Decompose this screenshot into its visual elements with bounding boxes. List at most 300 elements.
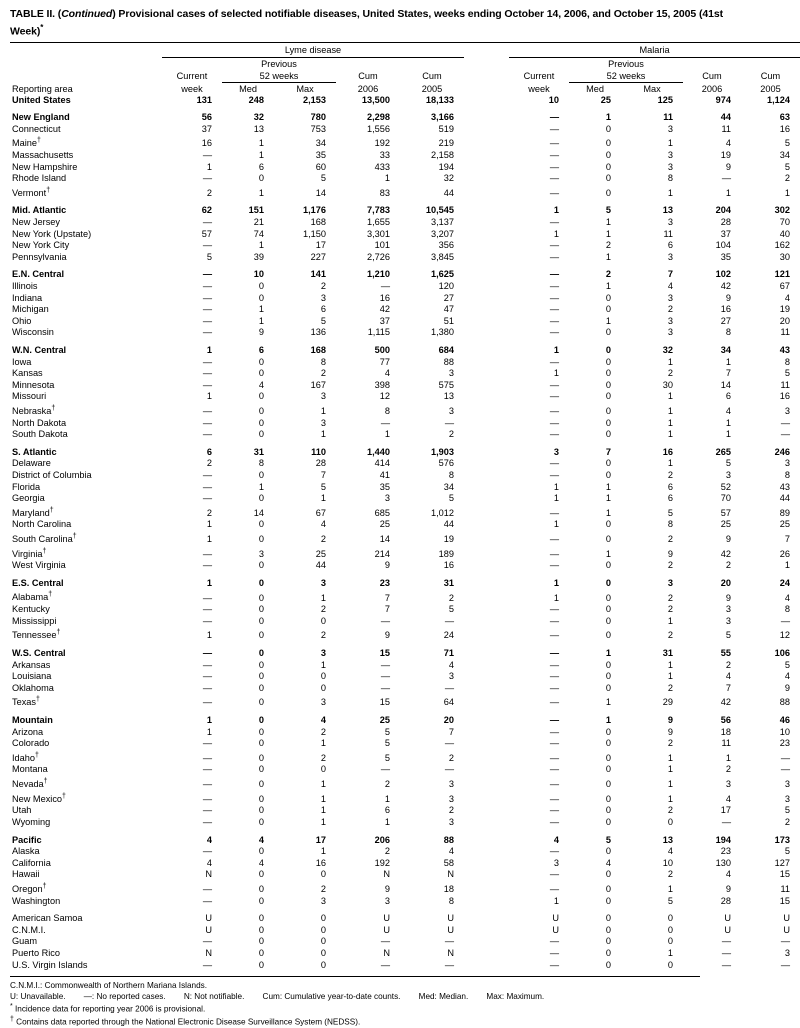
cell-lyme-med: 0	[258, 924, 264, 935]
cell-lyme-cum2005: 194	[438, 161, 454, 172]
cell-malaria-med: 0	[605, 577, 611, 588]
cell-gap	[464, 948, 509, 960]
cell-malaria-week: —	[549, 697, 559, 708]
cell-malaria-max: 6	[667, 240, 673, 251]
cell-lyme-med: 0	[258, 560, 264, 571]
cell-lyme-cum2005: 88	[443, 356, 454, 367]
cell-lyme-cum2005: 575	[438, 379, 454, 390]
cell-lyme-week: —	[202, 846, 212, 857]
row-area-label: Michigan	[12, 304, 49, 315]
cell-lyme-cum2005: 1,380	[431, 327, 454, 338]
cell-malaria-cum2006: 1	[725, 417, 731, 428]
cell-malaria-week: 4	[553, 834, 559, 845]
cell-lyme-med: 0	[258, 592, 264, 603]
cell-lyme-cum2005: —	[444, 417, 454, 428]
cell-lyme-max: 0	[320, 924, 326, 935]
cell-malaria-med: 0	[605, 895, 611, 906]
table-row	[10, 531, 800, 546]
cell-lyme-week: —	[202, 368, 212, 379]
cell-lyme-week: —	[202, 493, 212, 504]
cell-malaria-med: 0	[605, 458, 611, 469]
cell-gap	[464, 776, 509, 791]
row-area-label: C.N.M.I.	[12, 924, 46, 935]
cell-lyme-cum2006: 2	[384, 779, 390, 790]
row-area-label: California	[12, 857, 51, 868]
cell-gap	[464, 391, 509, 403]
cell-malaria-cum2006: 9	[725, 534, 731, 544]
cell-malaria-cum2006: 17	[720, 805, 731, 816]
column-subheader-row	[10, 82, 800, 95]
row-area-label: South Carolina†	[12, 532, 77, 544]
cell-lyme-cum2005: 356	[438, 240, 454, 251]
cell-malaria-max: 8	[667, 519, 673, 530]
cell-malaria-max: 6	[667, 493, 673, 504]
cell-lyme-cum2006: 1,556	[367, 123, 390, 134]
cell-lyme-cum2005: 684	[438, 344, 454, 355]
table-row	[10, 936, 800, 948]
cell-malaria-cum2005: 173	[774, 834, 790, 845]
cell-lyme-med: 0	[258, 883, 264, 894]
cell-lyme-week: 1	[206, 391, 212, 402]
cell-malaria-cum2005: —	[780, 764, 790, 775]
cell-malaria-week: 3	[553, 446, 559, 457]
disease-header-malaria: Malaria	[509, 44, 800, 58]
cell-lyme-max: 1,150	[303, 228, 326, 239]
row-area-label: Iowa	[12, 356, 32, 367]
cell-malaria-med: 0	[605, 534, 611, 544]
cell-malaria-med: 0	[605, 604, 611, 615]
table-row	[10, 150, 800, 162]
cell-lyme-cum2005: 3,166	[431, 112, 454, 123]
cell-malaria-max: 0	[667, 924, 673, 935]
cell-gap	[464, 447, 509, 459]
cell-lyme-cum2006: 3	[384, 895, 390, 906]
cell-lyme-cum2005: 58	[443, 857, 454, 868]
row-area-label: Florida	[12, 481, 41, 492]
cell-gap	[464, 881, 509, 896]
cell-lyme-med: 0	[258, 936, 264, 947]
cell-malaria-max: 31	[662, 647, 673, 658]
table-row	[10, 135, 800, 150]
cell-malaria-max: 1	[667, 138, 673, 149]
row-area-label: Arizona	[12, 726, 44, 737]
cell-lyme-med: 0	[258, 816, 264, 827]
cell-lyme-max: 25	[315, 548, 326, 559]
cell-lyme-week: —	[202, 883, 212, 894]
cell-lyme-cum2005: 120	[438, 280, 454, 291]
cell-malaria-med: 0	[605, 592, 611, 603]
cell-malaria-cum2006: 1	[725, 356, 731, 367]
cell-malaria-week: 1	[553, 577, 559, 588]
cell-malaria-max: 3	[667, 315, 673, 326]
table-row	[10, 881, 800, 896]
cell-lyme-cum2005: 13	[443, 391, 454, 402]
table-row	[10, 913, 800, 925]
cell-gap	[464, 913, 509, 925]
cell-lyme-max: 7	[320, 469, 326, 480]
cell-malaria-med: 0	[605, 187, 611, 198]
cell-malaria-cum2005: 10	[779, 726, 790, 737]
cell-lyme-cum2006: 33	[379, 149, 390, 160]
cell-lyme-max: 227	[310, 251, 326, 262]
header-malaria-current-blank	[509, 57, 569, 70]
cell-malaria-cum2005: 9	[784, 682, 790, 693]
row-footnote-marker: †	[48, 591, 53, 599]
cell-malaria-med: 1	[605, 697, 611, 708]
cell-lyme-cum2006: —	[380, 936, 390, 947]
cell-gap	[464, 936, 509, 948]
table-row	[10, 546, 800, 561]
cell-malaria-med: 1	[605, 112, 611, 123]
cell-malaria-med: 0	[605, 947, 611, 958]
cell-malaria-max: 1	[667, 947, 673, 958]
cell-lyme-med: 1	[258, 481, 264, 492]
row-area-label: New Mexico†	[12, 792, 66, 804]
cell-lyme-cum2005: 19	[443, 534, 454, 544]
cell-malaria-med: 0	[605, 936, 611, 947]
cell-malaria-med: 4	[605, 857, 611, 868]
cell-lyme-week: —	[202, 560, 212, 571]
cell-malaria-max: 1	[667, 356, 673, 367]
cell-malaria-cum2005: 16	[779, 123, 790, 134]
cell-lyme-max: 2	[320, 368, 326, 379]
cell-malaria-cum2006: —	[721, 959, 731, 970]
cell-malaria-max: 0	[667, 913, 673, 924]
cell-malaria-cum2006: 70	[720, 493, 731, 504]
cell-malaria-med: 2	[605, 240, 611, 251]
cell-lyme-med: 151	[248, 205, 264, 216]
cell-lyme-cum2006: 83	[379, 187, 390, 198]
cell-lyme-cum2005: 3	[448, 793, 454, 804]
cell-lyme-med: 0	[258, 671, 264, 682]
cell-lyme-week: —	[202, 793, 212, 804]
cell-malaria-max: 7	[667, 269, 673, 280]
cell-malaria-week: —	[549, 726, 559, 737]
table-row	[10, 694, 800, 709]
cell-lyme-cum2006: 192	[374, 138, 390, 149]
header-lyme-52weeks: 52 weeks	[222, 70, 336, 83]
cell-malaria-max: 1	[667, 405, 673, 416]
row-area-label: United States	[12, 94, 71, 105]
cell-lyme-max: 1	[320, 659, 326, 670]
cell-lyme-cum2006: 77	[379, 356, 390, 367]
cell-lyme-cum2006: U	[383, 913, 390, 924]
cell-lyme-cum2005: U	[447, 924, 454, 935]
row-area-label: Pacific	[12, 834, 42, 845]
cell-lyme-cum2006: 101	[374, 240, 390, 251]
row-area-label: Mountain	[12, 714, 53, 725]
cell-malaria-week: —	[549, 356, 559, 367]
header-malaria-week: week	[528, 83, 550, 94]
cell-malaria-med: 0	[605, 846, 611, 857]
cell-lyme-med: 0	[258, 752, 264, 763]
cell-lyme-cum2006: 1	[384, 429, 390, 440]
cell-lyme-cum2006: 1	[384, 173, 390, 184]
cell-gap	[464, 304, 509, 316]
row-area-label: Texas†	[12, 696, 40, 708]
title-continued: Continued	[61, 8, 113, 20]
cell-malaria-cum2006: 11	[721, 738, 731, 749]
table-row	[10, 805, 800, 817]
cell-lyme-cum2005: 64	[443, 697, 454, 708]
cell-lyme-max: 0	[320, 913, 326, 924]
cell-malaria-cum2006: 42	[720, 697, 731, 708]
cell-malaria-max: 5	[667, 507, 673, 518]
cell-lyme-med: 0	[258, 391, 264, 402]
table-row	[10, 173, 800, 185]
cell-lyme-cum2005: —	[444, 682, 454, 693]
cell-lyme-week: N	[205, 869, 212, 880]
cell-malaria-med: 0	[605, 469, 611, 480]
cell-lyme-cum2006: 41	[379, 469, 390, 480]
cell-lyme-week: 62	[201, 205, 212, 216]
cell-gap	[464, 327, 509, 339]
cell-lyme-cum2006: U	[383, 924, 390, 935]
cell-lyme-cum2006: 2	[384, 846, 390, 857]
cell-malaria-cum2006: 1	[725, 187, 731, 198]
table-row	[10, 578, 800, 590]
cell-lyme-week: —	[202, 738, 212, 749]
cell-malaria-max: 2	[667, 304, 673, 315]
cell-lyme-week: —	[202, 682, 212, 693]
cell-lyme-week: 1	[206, 534, 212, 544]
cell-malaria-cum2006: 1	[725, 429, 731, 440]
cell-malaria-cum2006: U	[724, 924, 731, 935]
header-malaria-cum5-blank	[741, 57, 800, 70]
cell-malaria-med: 0	[605, 816, 611, 827]
row-area-label: W.S. Central	[12, 647, 66, 658]
cell-malaria-cum2006: 34	[720, 344, 731, 355]
cell-malaria-cum2005: 4	[784, 292, 790, 303]
cell-lyme-cum2005: 31	[443, 577, 454, 588]
table-row	[10, 948, 800, 960]
cell-malaria-week: —	[549, 379, 559, 390]
cell-lyme-week: 37	[201, 123, 212, 134]
cell-malaria-max: 3	[667, 327, 673, 338]
cell-malaria-max: 2	[667, 560, 673, 571]
cell-lyme-med: 0	[258, 869, 264, 880]
row-area-label: Missouri	[12, 391, 47, 402]
cell-malaria-cum2005: 3	[784, 793, 790, 804]
cell-gap	[464, 805, 509, 817]
cell-malaria-cum2005: 5	[784, 368, 790, 379]
cell-malaria-cum2005: 11	[780, 327, 790, 338]
title-suffix: ) Provisional cases of selected notifiable diseases, United States, weeks ending October 14, 2006, and October 15, 2005 (41st Week)	[10, 8, 723, 38]
cell-lyme-cum2005: 71	[443, 647, 454, 658]
header-lyme-cum5-blank	[400, 57, 464, 70]
table-row	[10, 458, 800, 470]
cell-malaria-week: 1	[553, 592, 559, 603]
cell-lyme-cum2005: 3	[448, 405, 454, 416]
cell-malaria-med: 1	[605, 493, 611, 504]
cell-gap	[464, 173, 509, 185]
cell-malaria-week: —	[549, 292, 559, 303]
cell-lyme-med: 0	[258, 947, 264, 958]
cell-lyme-med: 1	[258, 149, 264, 160]
cell-malaria-cum2006: 37	[720, 228, 731, 239]
cell-lyme-week: N	[205, 947, 212, 958]
table-row	[10, 519, 800, 531]
cell-gap	[464, 589, 509, 604]
cell-lyme-cum2006: 1	[384, 816, 390, 827]
table-row	[10, 304, 800, 316]
cell-malaria-cum2005: —	[780, 429, 790, 440]
cell-lyme-cum2006: 4	[384, 368, 390, 379]
cell-malaria-med: 0	[605, 682, 611, 693]
cell-malaria-cum2006: —	[721, 947, 731, 958]
cell-lyme-week: —	[202, 959, 212, 970]
cell-lyme-cum2006: 3	[384, 493, 390, 504]
cell-lyme-med: 1	[258, 304, 264, 315]
cell-malaria-week: —	[549, 429, 559, 440]
cell-malaria-cum2006: 1	[725, 752, 731, 763]
weeks-label-row	[10, 70, 800, 83]
cell-malaria-max: 4	[667, 280, 673, 291]
cell-malaria-med: 1	[605, 216, 611, 227]
cell-gap	[464, 403, 509, 418]
cell-malaria-cum2006: 25	[720, 519, 731, 530]
cell-malaria-med: 5	[605, 205, 611, 216]
cell-lyme-week: 1	[206, 577, 212, 588]
cell-malaria-week: —	[549, 630, 559, 641]
cell-malaria-cum2005: 3	[784, 405, 790, 416]
cell-malaria-max: 10	[662, 857, 673, 868]
cell-malaria-max: 2	[667, 604, 673, 615]
cell-lyme-cum2006: 25	[379, 519, 390, 530]
cell-lyme-max: 0	[320, 936, 326, 947]
cell-malaria-week: —	[549, 240, 559, 251]
cell-malaria-max: 1	[667, 187, 673, 198]
cell-lyme-max: 35	[315, 149, 326, 160]
table-row	[10, 229, 800, 241]
header-malaria-cum-2005-top: Cum	[760, 71, 781, 81]
cell-malaria-cum2005: 5	[784, 846, 790, 857]
cell-lyme-max: 67	[315, 507, 326, 518]
cell-lyme-max: 28	[315, 458, 326, 469]
cell-lyme-week: 57	[201, 228, 212, 239]
row-area-label: Pennsylvania	[12, 251, 67, 262]
cell-malaria-week: —	[549, 671, 559, 682]
cell-malaria-cum2005: 2	[784, 173, 790, 184]
cell-lyme-cum2005: 2,158	[431, 149, 454, 160]
row-area-label: Massachusetts	[12, 149, 74, 160]
cell-lyme-med: 4	[258, 379, 264, 390]
row-area-label: Washington	[12, 895, 61, 906]
cell-lyme-cum2006: 1,655	[367, 216, 390, 227]
row-area-label: Montana	[12, 764, 48, 775]
cell-lyme-max: 0	[320, 959, 326, 970]
cell-malaria-week: —	[549, 391, 559, 402]
cell-lyme-max: 1,176	[303, 205, 326, 216]
cell-malaria-cum2005: 11	[780, 379, 790, 390]
cell-malaria-cum2006: 4	[725, 793, 731, 804]
cell-malaria-med: 0	[605, 752, 611, 763]
cell-malaria-med: 0	[605, 913, 611, 924]
cell-malaria-med: 0	[605, 304, 611, 315]
cell-lyme-cum2006: 15	[379, 697, 390, 708]
cell-gap	[464, 345, 509, 357]
row-area-label: Maine†	[12, 137, 41, 149]
cell-lyme-week: 2	[206, 187, 212, 198]
table-row	[10, 560, 800, 572]
cell-malaria-cum2006: 4	[725, 138, 731, 149]
cell-lyme-cum2005: 576	[438, 458, 454, 469]
row-area-label: Alabama†	[12, 591, 53, 603]
cell-lyme-max: 0	[320, 615, 326, 626]
cell-malaria-week: —	[549, 805, 559, 816]
cell-lyme-med: 10	[253, 269, 264, 280]
cell-malaria-cum2006: 56	[720, 714, 731, 725]
table-row	[10, 925, 800, 937]
cell-gap	[464, 269, 509, 281]
cell-lyme-cum2006: 1,210	[367, 269, 390, 280]
cell-malaria-week: —	[549, 764, 559, 775]
table-row	[10, 764, 800, 776]
disease-group-header-row	[10, 44, 800, 58]
cell-malaria-cum2005: —	[780, 752, 790, 763]
cell-malaria-week: —	[549, 714, 559, 725]
cell-malaria-cum2006: 23	[720, 846, 731, 857]
table-row	[10, 95, 800, 107]
cell-malaria-med: 2	[605, 269, 611, 280]
cell-malaria-med: 0	[605, 379, 611, 390]
cell-malaria-max: 13	[662, 834, 673, 845]
cell-lyme-med: 0	[258, 659, 264, 670]
cell-gap	[464, 627, 509, 642]
cell-malaria-week: 10	[548, 94, 559, 105]
cell-lyme-cum2005: 1,625	[431, 269, 454, 280]
cell-lyme-med: 0	[258, 630, 264, 641]
cell-gap	[464, 252, 509, 264]
cell-malaria-med: 7	[605, 446, 611, 457]
cell-lyme-cum2006: 9	[384, 883, 390, 894]
cell-gap	[464, 240, 509, 252]
cell-lyme-week: —	[202, 216, 212, 227]
cell-lyme-week: —	[202, 697, 212, 708]
cell-gap	[464, 150, 509, 162]
cell-lyme-cum2005: 18,133	[425, 94, 454, 105]
cell-malaria-cum2005: —	[780, 936, 790, 947]
row-area-label: Tennessee†	[12, 629, 61, 641]
cell-malaria-week: —	[549, 507, 559, 518]
row-area-label: Maryland†	[12, 506, 54, 518]
cell-malaria-week: —	[549, 405, 559, 416]
cell-malaria-med: 1	[605, 315, 611, 326]
cell-lyme-week: 2	[206, 458, 212, 469]
cell-lyme-cum2005: 519	[438, 123, 454, 134]
cell-gap	[464, 694, 509, 709]
cell-lyme-med: 1	[258, 187, 264, 198]
header-blank-area-3	[10, 70, 162, 83]
cell-malaria-cum2006: 3	[725, 779, 731, 790]
cell-malaria-cum2005: 5	[784, 659, 790, 670]
cell-lyme-max: 5	[320, 315, 326, 326]
cell-lyme-week: —	[202, 315, 212, 326]
cell-lyme-week: 1	[206, 161, 212, 172]
cell-lyme-max: 17	[315, 240, 326, 251]
cell-malaria-cum2005: 63	[779, 112, 790, 123]
cell-lyme-cum2005: 20	[443, 714, 454, 725]
cell-lyme-med: 6	[258, 161, 264, 172]
cell-lyme-med: 0	[258, 647, 264, 658]
cell-lyme-week: —	[202, 240, 212, 251]
cell-malaria-med: 0	[605, 793, 611, 804]
cell-malaria-cum2005: 12	[779, 630, 790, 641]
table-row	[10, 648, 800, 660]
row-area-label: Nebraska†	[12, 404, 56, 416]
row-area-label: Georgia	[12, 493, 45, 504]
row-area-label: Wisconsin	[12, 327, 54, 338]
